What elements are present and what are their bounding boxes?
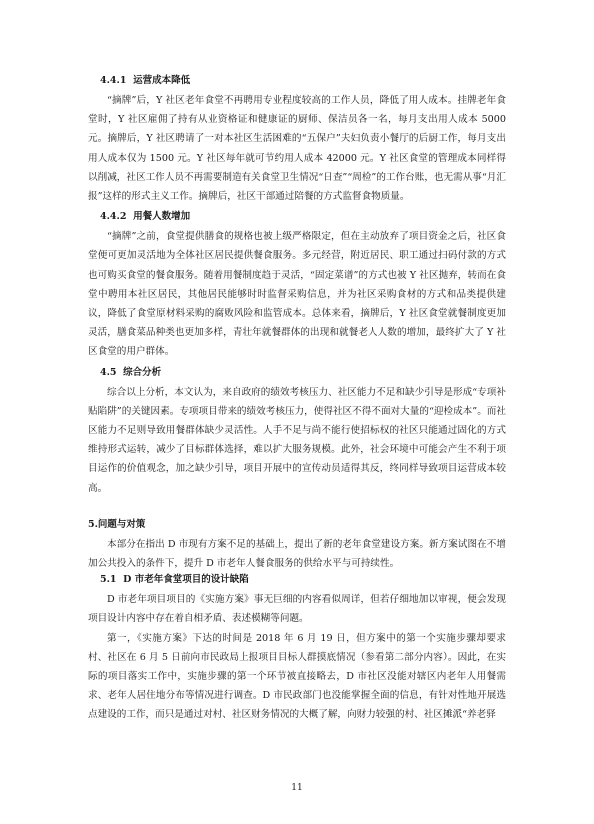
heading-title: 综合分析 <box>123 366 162 378</box>
heading-4-4-1 <box>88 74 506 87</box>
page-number: 11 <box>291 783 303 793</box>
heading-title: D 市老年食堂项目的设计缺陷 <box>123 574 249 586</box>
paragraph-diners-increase: “摘牌”之前，食堂提供膳食的规格也被上级严格限定，但在主动放弃了项目资金之后，社区食堂便可更加灵活地为全体社区居民提供餐食服务。多元经营，附近居民、职工通过扫码付款的方式也可购买食堂的餐食服务。随着用餐制度趋于灵活，“固定菜谱”的方式也被 Y 社区抛弃，转而在食堂中聘用本社区居民，其他居民能够时时监督采购信息，并为社区采购食材的方式和品类提供建议，降低了食堂原材料采购的腐败风险和监管成本。总体来看，摘牌后，Y 社区食堂就餐制度更加灵活，膳食菜品种类也更加多样，青壮年就餐群体的出现和就餐老人人数的增加，最终扩大了 Y 社区食堂的用户群体。 <box>88 231 506 358</box>
heading-number: 4.4.2 <box>100 211 127 223</box>
paragraph-comprehensive-analysis: 综合以上分析，本文认为，来自政府的绩效考核压力、社区能力不足和缺少引导是形成“专项补贴陷阱”的关键因素。专项项目带来的绩效考核压力，使得社区不得不面对大量的“迎检成本”。而社区能力不足则导致用餐群体缺少灵活性。人手不足与尚不能行使招标权的社区只能通过固化的方式维持形式运转，减少了目标群体选择，难以扩大服务规模。此外，社会环境中可能会产生不利于项目运作的价值观念，加之缺少引导，项目开展中的宣传动员适得其反，终同样导致项目运营成本较高。 <box>88 386 506 494</box>
heading-4-4-2 <box>88 210 506 223</box>
heading-5 <box>88 518 506 531</box>
heading-number: 4.4.1 <box>100 75 127 86</box>
paragraph-operating-cost: “摘牌”后，Y 社区老年食堂不再聘用专业程度较高的工作人员，降低了用人成本。挂牌老年食堂时，Y 社区雇佣了持有从业资格证和健康证的厨师、保洁员各一名，每月支出用人成本 5000 元。摘牌后，Y 社区聘请了一对本社区生活困难的“五保户”夫妇负责小餐厅的后厨工作，每月支出用人成本仅为 1500 元。Y 社区每年就可节约用人成本 42000 元。Y 社区食堂的管理成本同样得以削减，社区工作人员不再需要制造有关食堂卫生情况“日查”“周检”的工作台账，也无需从事“月汇报”这样的形式主义工作。摘牌后，社区干部通过陪餐的方式监督食物质量。 <box>88 95 506 203</box>
paragraph-design-flaws-2: 第一，《实施方案》下达的时间是 2018 年 6 月 19 日，但方案中的第一个实施步骤却要求村、社区在 6 月 5 日前向市民政局上报项目目标人群摸底情况（参看第二部分内容）。因此，在实际的项目落实工作中，实施步骤的第一个环节被直接略去，D 市社区没能对辖区内老年人用餐需求、老年人居住地分布等情况进行调查。D 市民政部门也没能掌握全面的信息，有针对性地开展选点建设的工作，而只是通过对村、社区财务情况的大概了解，向财力较强的村、社区摊派“养老驿 <box>88 632 506 721</box>
heading-number: 5.1 <box>100 574 117 586</box>
heading-number: 4.5 <box>100 366 117 378</box>
heading-title: 运营成本降低 <box>133 75 191 86</box>
paragraph-problems-intro: 本部分在指出 D 市现有方案不足的基础上，提出了新的老年食堂建设方案。新方案试图在不增加公共投入的条件下，提升 D 市老年人餐食服务的供给水平与可持续性。 <box>88 538 506 570</box>
paragraph-design-flaws-1: D 市老年项目项目的《实施方案》事无巨细的内容看似周详，但若仔细地加以审视，便会发现项目设计内容中存在着自相矛盾、表述模糊等问题。 <box>88 594 506 625</box>
heading-title: 用餐人数增加 <box>133 211 191 223</box>
heading-4-5 <box>88 366 506 379</box>
page-content <box>88 74 506 725</box>
heading-number: 5. <box>88 518 98 530</box>
heading-title: 问题与对策 <box>97 518 146 530</box>
heading-5-1 <box>88 573 506 586</box>
